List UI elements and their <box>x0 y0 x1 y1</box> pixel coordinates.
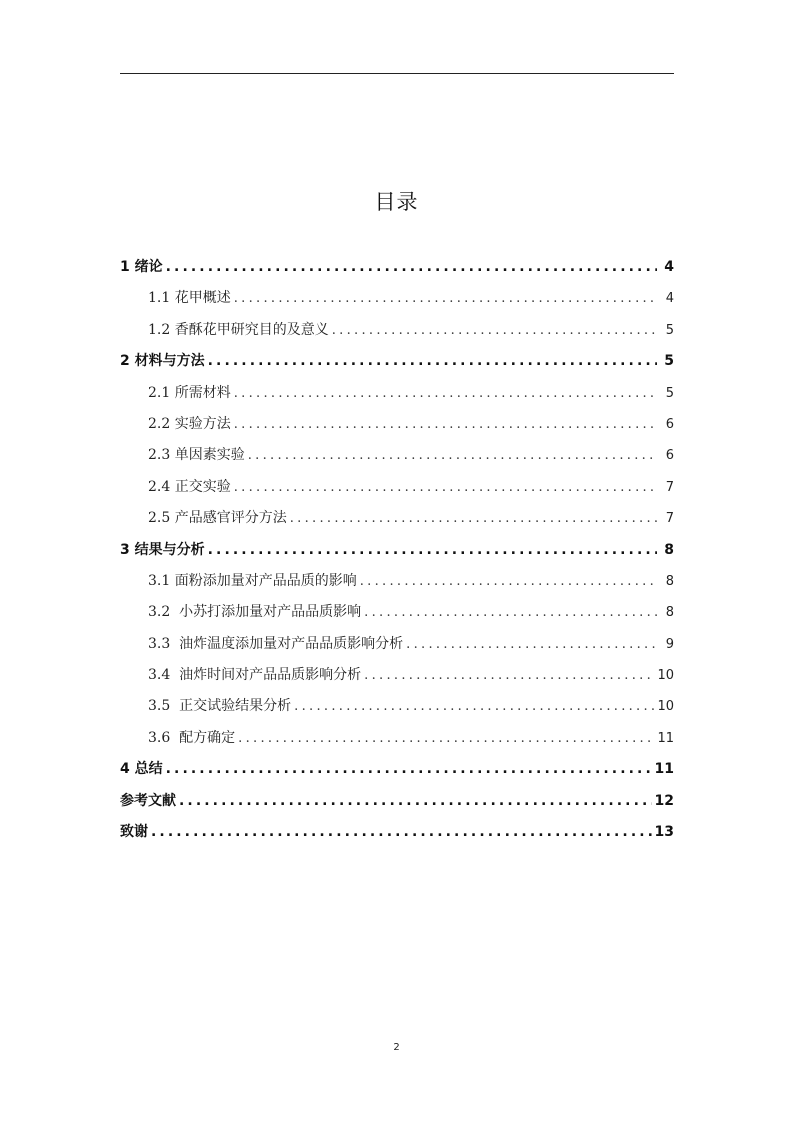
toc-entry-page: 4 <box>664 259 674 275</box>
toc-entry[interactable] <box>120 409 674 440</box>
toc-entry[interactable] <box>120 817 674 848</box>
toc-entry[interactable] <box>120 597 674 628</box>
toc-dot-leader <box>238 723 654 754</box>
toc-entry-label: 1.1 花甲概述 <box>148 290 231 307</box>
toc-entry-page: 11 <box>654 761 674 778</box>
toc-entry-page: 4 <box>665 291 674 307</box>
toc-dot-leader <box>166 754 652 785</box>
toc-entry-page: 7 <box>665 511 674 527</box>
toc-entry-label: 2.4 正交实验 <box>148 478 231 495</box>
toc-entry[interactable] <box>120 315 674 346</box>
toc-entry-page: 6 <box>665 416 674 432</box>
toc-dot-leader <box>290 503 657 534</box>
toc-dot-leader <box>179 786 652 817</box>
toc-entry-page: 5 <box>665 385 674 401</box>
toc-entry-page: 8 <box>665 605 674 621</box>
toc-entry-label: 3.6 配方确定 <box>148 729 236 746</box>
toc-entry-page: 9 <box>665 636 674 652</box>
toc-entry-label: 4 总结 <box>120 761 163 778</box>
toc-entry[interactable] <box>120 723 674 754</box>
toc-entry[interactable] <box>120 535 674 566</box>
toc-entry[interactable] <box>120 754 674 785</box>
toc-entry[interactable] <box>120 786 674 817</box>
toc-entry[interactable] <box>120 252 674 283</box>
toc-dot-leader <box>406 629 657 660</box>
toc-entry[interactable] <box>120 283 674 314</box>
toc-dot-leader <box>166 252 657 283</box>
toc-entry-label: 致谢 <box>120 824 148 841</box>
toc-dot-leader <box>208 346 657 377</box>
toc-entry-page: 10 <box>657 699 674 715</box>
toc-dot-leader <box>360 566 657 597</box>
toc-entry-label: 1.2 香酥花甲研究目的及意义 <box>148 321 329 338</box>
toc-entry[interactable] <box>120 503 674 534</box>
table-of-contents <box>120 252 674 848</box>
toc-dot-leader <box>234 378 657 409</box>
toc-dot-leader <box>234 472 657 503</box>
toc-entry-page: 6 <box>665 448 674 464</box>
toc-entry[interactable] <box>120 691 674 722</box>
toc-dot-leader <box>364 660 654 691</box>
header-rule <box>120 73 674 74</box>
toc-entry-page: 11 <box>657 730 674 746</box>
toc-entry-label: 2.3 单因素实验 <box>148 447 245 464</box>
toc-entry-page: 13 <box>654 824 674 841</box>
toc-entry-label: 参考文献 <box>120 792 176 809</box>
page-number: 2 <box>393 1042 400 1053</box>
toc-dot-leader <box>364 597 657 628</box>
toc-dot-leader <box>234 283 657 314</box>
toc-dot-leader <box>294 691 654 722</box>
toc-title: 目录 <box>374 190 419 214</box>
toc-entry-page: 12 <box>654 792 674 809</box>
toc-dot-leader <box>332 315 657 346</box>
toc-entry-label: 2 材料与方法 <box>120 353 205 370</box>
toc-entry-label: 3.3 油炸温度添加量对产品品质影响分析 <box>148 635 404 652</box>
toc-dot-leader <box>208 535 657 566</box>
toc-entry-page: 10 <box>657 668 674 684</box>
toc-entry-page: 8 <box>664 541 674 558</box>
toc-entry[interactable] <box>120 346 674 377</box>
toc-entry-label: 2.1 所需材料 <box>148 384 231 401</box>
toc-entry-label: 2.5 产品感官评分方法 <box>148 510 287 527</box>
toc-entry-page: 7 <box>665 479 674 495</box>
toc-entry[interactable] <box>120 566 674 597</box>
toc-entry-label: 3.1 面粉添加量对产品品质的影响 <box>148 572 357 589</box>
toc-dot-leader <box>151 817 652 848</box>
toc-entry-label: 3.2 小苏打添加量对产品品质影响 <box>148 604 362 621</box>
toc-dot-leader <box>234 409 657 440</box>
toc-dot-leader <box>248 440 657 471</box>
toc-entry-label: 3.5 正交试验结果分析 <box>148 698 292 715</box>
toc-entry-label: 3 结果与分析 <box>120 541 205 558</box>
toc-entry[interactable] <box>120 660 674 691</box>
toc-entry[interactable] <box>120 440 674 471</box>
toc-entry[interactable] <box>120 629 674 660</box>
toc-entry-label: 2.2 实验方法 <box>148 415 231 432</box>
toc-entry-page: 5 <box>664 353 674 370</box>
toc-entry-page: 8 <box>665 573 674 589</box>
toc-entry-label: 3.4 油炸时间对产品品质影响分析 <box>148 667 362 684</box>
toc-entry-page: 5 <box>665 322 674 338</box>
toc-entry[interactable] <box>120 472 674 503</box>
toc-entry-label: 1 绪论 <box>120 259 163 275</box>
toc-entry[interactable] <box>120 378 674 409</box>
